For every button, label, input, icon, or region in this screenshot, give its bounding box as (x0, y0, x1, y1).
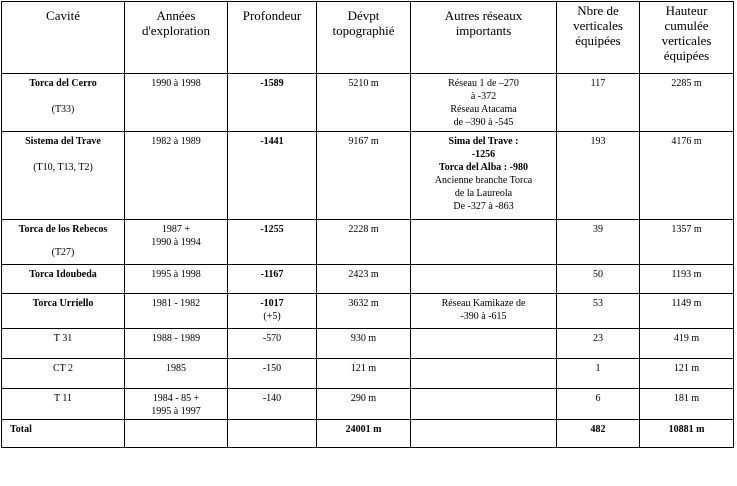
cell-nbre: 1 (557, 359, 640, 389)
cell-dev: 5210 m (317, 74, 411, 132)
cell-other: Sima del Trave : -1256 Torca del Alba : -980 Ancienne branche Torca de la Laureola De -327 à -863 (411, 132, 557, 220)
total-hauteur: 10881 m (640, 420, 734, 448)
total-nbre: 482 (557, 420, 640, 448)
cell-nbre: 50 (557, 265, 640, 294)
cell-hauteur: 181 m (640, 389, 734, 420)
cell-dev: 9167 m (317, 132, 411, 220)
table-row (2, 220, 734, 265)
cell-other: Réseau Kamikaze de -390 à -615 (411, 294, 557, 329)
header-nbre: Nbre de verticales équipées (557, 2, 640, 74)
cell-hauteur: 1149 m (640, 294, 734, 329)
cell-years: 1988 - 1989 (125, 329, 228, 359)
cell-depth: -1167 (228, 265, 317, 294)
cell-dev: 290 m (317, 389, 411, 420)
cell-other (411, 389, 557, 420)
cell-years: 1981 - 1982 (125, 294, 228, 329)
total-label: Total (2, 420, 125, 448)
cell-depth: -1589 (228, 74, 317, 132)
cell-hauteur: 1357 m (640, 220, 734, 265)
cell-nbre: 39 (557, 220, 640, 265)
table-row (2, 389, 734, 420)
cave-name: Torca Idoubeda (29, 269, 97, 280)
cell-hauteur: 1193 m (640, 265, 734, 294)
cell-hauteur: 121 m (640, 359, 734, 389)
table-row (2, 294, 734, 329)
cell-years: 1984 - 85 + 1995 à 1997 (125, 389, 228, 420)
cell-nbre: 193 (557, 132, 640, 220)
total-dev: 24001 m (317, 420, 411, 448)
cave-code: (T33) (51, 104, 75, 115)
cave-name: Torca Urriello (32, 298, 94, 309)
cell-depth: -150 (228, 359, 317, 389)
total-other (411, 420, 557, 448)
cave-name: Torca del Cerro (29, 78, 97, 89)
cell-dev: 3632 m (317, 294, 411, 329)
cell-other (411, 220, 557, 265)
cell-years: 1995 à 1998 (125, 265, 228, 294)
cell-dev: 121 m (317, 359, 411, 389)
header-cavite: Cavité (2, 2, 125, 74)
cell-nbre: 23 (557, 329, 640, 359)
cave-code: (T27) (51, 247, 75, 258)
header-devpt: Dévpt topographié (317, 2, 411, 74)
cell-dev: 2423 m (317, 265, 411, 294)
total-years (125, 420, 228, 448)
total-row (2, 420, 734, 448)
cell-other (411, 329, 557, 359)
table-row (2, 74, 734, 132)
cell-depth: -1017 (+5) (228, 294, 317, 329)
cell-depth: -1255 (228, 220, 317, 265)
cell-cavite (2, 74, 125, 132)
cave-name: T 11 (53, 393, 73, 404)
cell-cavite (2, 265, 125, 294)
table-row (2, 265, 734, 294)
cave-name: CT 2 (52, 363, 74, 374)
header-annees: Années d'exploration (125, 2, 228, 74)
header-autres: Autres réseaux importants (411, 2, 557, 74)
caves-table (1, 1, 734, 448)
cell-nbre: 117 (557, 74, 640, 132)
cell-cavite (2, 329, 125, 359)
cell-years: 1985 (125, 359, 228, 389)
cell-dev: 930 m (317, 329, 411, 359)
cell-years: 1990 à 1998 (125, 74, 228, 132)
cell-nbre: 53 (557, 294, 640, 329)
header-profondeur: Profondeur (228, 2, 317, 74)
cell-years: 1987 + 1990 à 1994 (125, 220, 228, 265)
table-row (2, 132, 734, 220)
cell-nbre: 6 (557, 389, 640, 420)
cell-hauteur: 419 m (640, 329, 734, 359)
cell-cavite (2, 389, 125, 420)
cell-cavite (2, 359, 125, 389)
table-row (2, 329, 734, 359)
cave-name: T 31 (53, 333, 73, 344)
cave-code: (T10, T13, T2) (33, 162, 93, 173)
cell-depth: -140 (228, 389, 317, 420)
cell-cavite (2, 294, 125, 329)
cell-cavite (2, 220, 125, 265)
cell-other (411, 265, 557, 294)
cell-hauteur: 2285 m (640, 74, 734, 132)
cell-depth: -570 (228, 329, 317, 359)
cell-hauteur: 4176 m (640, 132, 734, 220)
cell-depth: -1441 (228, 132, 317, 220)
header-row (2, 2, 734, 74)
cell-other: Réseau 1 de –270 à -372 Réseau Atacama de –390 à -545 (411, 74, 557, 132)
table-row (2, 359, 734, 389)
cave-name: Sistema del Trave (25, 136, 101, 147)
header-hauteur: Hauteur cumulée verticales équipées (640, 2, 734, 74)
cell-years: 1982 à 1989 (125, 132, 228, 220)
cell-cavite (2, 132, 125, 220)
cave-name: Torca de los Rebecos (18, 224, 108, 235)
cell-dev: 2228 m (317, 220, 411, 265)
total-depth (228, 420, 317, 448)
cell-other (411, 359, 557, 389)
